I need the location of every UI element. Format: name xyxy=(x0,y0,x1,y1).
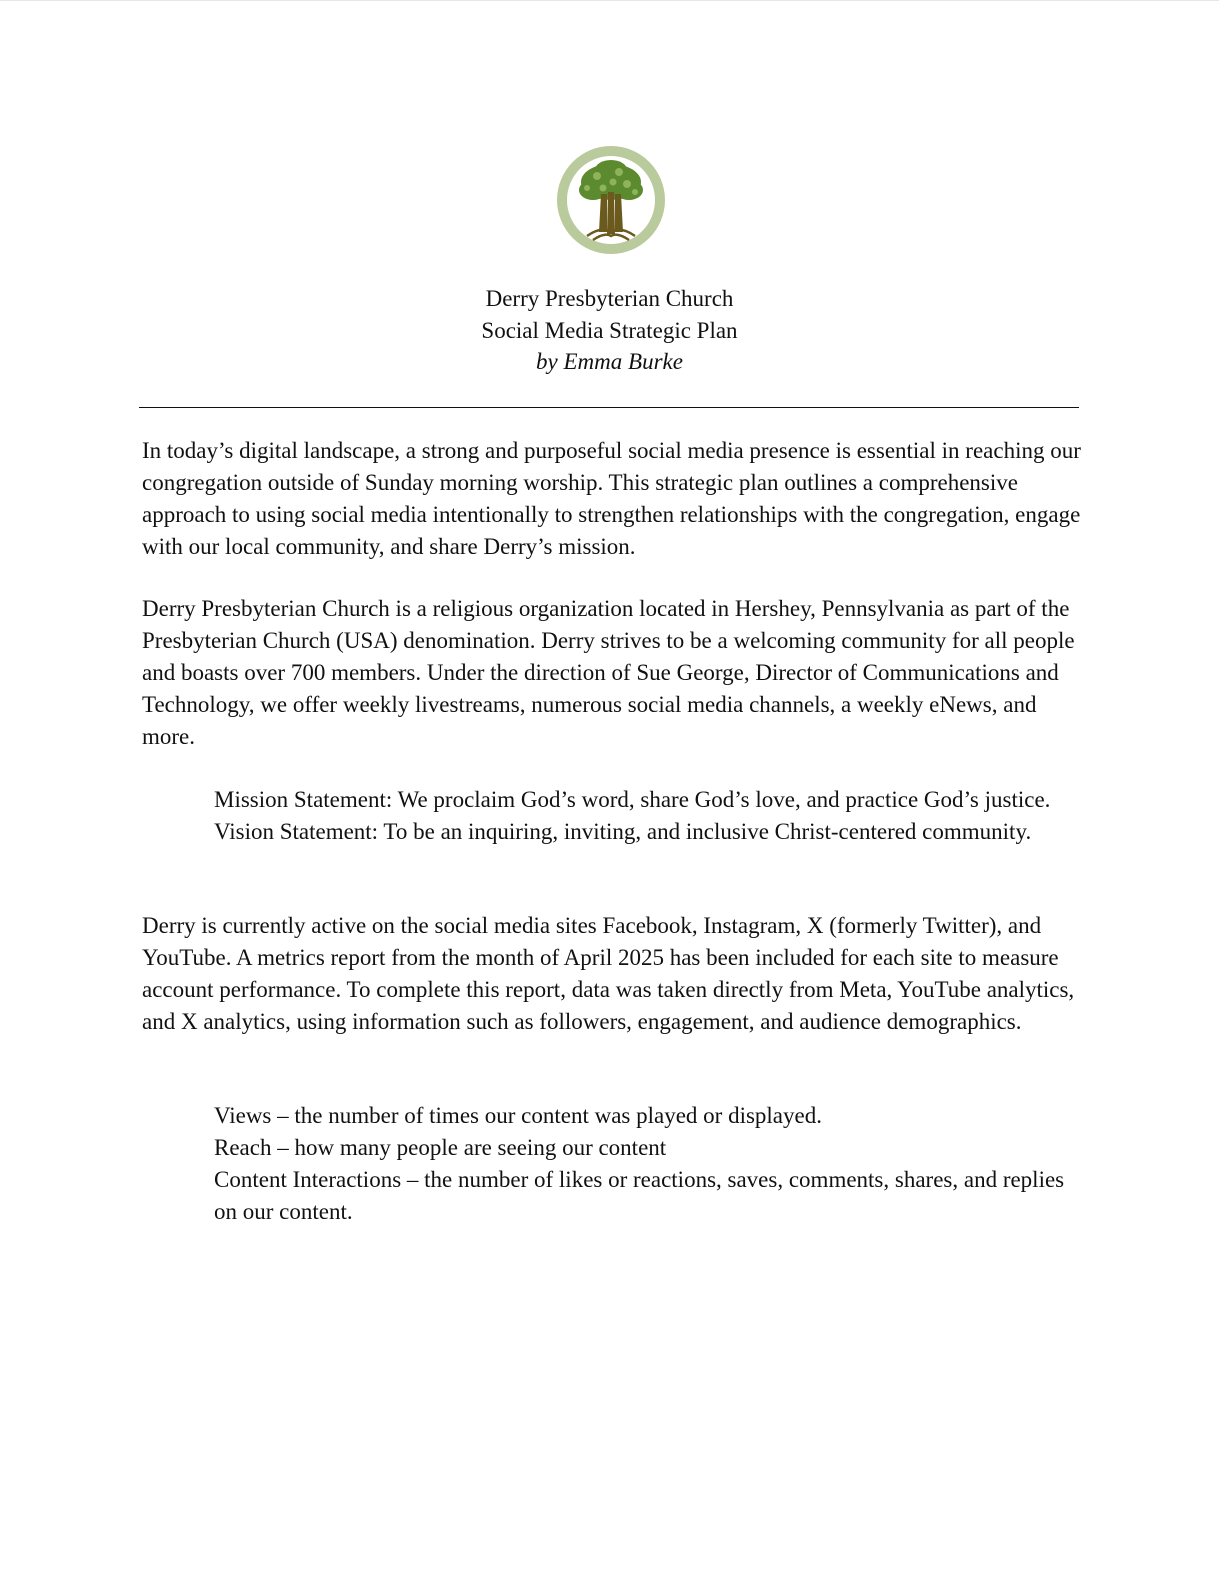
about-paragraph: Derry Presbyterian Church is a religious organization located in Hershey, Pennsylvania as part of the Presbyterian Church (USA) denomination. Derry strives to be a welcoming community for all people and boasts over 700 members. Under the direction of Sue George, Director of Communications and Technology, we offer weekly livestreams, numerous social media channels, a weekly eNews, and more. xyxy=(142,596,1075,749)
mission-statement: Mission Statement: We proclaim God’s word, share God’s love, and practice God’s justice. xyxy=(214,787,1051,812)
definition-views: Views – the number of times our content was played or displayed. xyxy=(214,1103,822,1128)
horizontal-divider xyxy=(139,407,1079,408)
tree-logo-icon xyxy=(557,146,665,254)
definition-content-interactions: Content Interactions – the number of likes or reactions, saves, comments, shares, and replies on our content. xyxy=(214,1167,1065,1224)
intro-paragraph: In today’s digital landscape, a strong and purposeful social media presence is essential in reaching our congregation outside of Sunday morning worship. This strategic plan outlines a comprehensive approach to using social media intentionally to strengthen relationships with the congregation, engage with our local community, and share Derry’s mission. xyxy=(142,438,1081,559)
plan-title: Social Media Strategic Plan xyxy=(481,317,738,343)
definition-reach: Reach – how many people are seeing our content xyxy=(214,1135,667,1160)
vision-statement: Vision Statement: To be an inquiring, inviting, and inclusive Christ-centered community. xyxy=(214,819,1032,844)
church-name: Derry Presbyterian Church xyxy=(485,286,734,311)
author-line: by Emma Burke xyxy=(536,349,683,374)
document-title-block xyxy=(0,283,1219,378)
statements-block xyxy=(214,784,1084,848)
definitions-block xyxy=(214,1100,1084,1228)
platforms-paragraph: Derry is currently active on the social media sites Facebook, Instagram, X (formerly Twitter), and YouTube. A metrics report from the month of April 2025 has been included for each site to measure account performance. To complete this report, data was taken directly from Meta, YouTube analytics, and X analytics, using information such as followers, engagement, and audience demographics. xyxy=(142,913,1075,1034)
